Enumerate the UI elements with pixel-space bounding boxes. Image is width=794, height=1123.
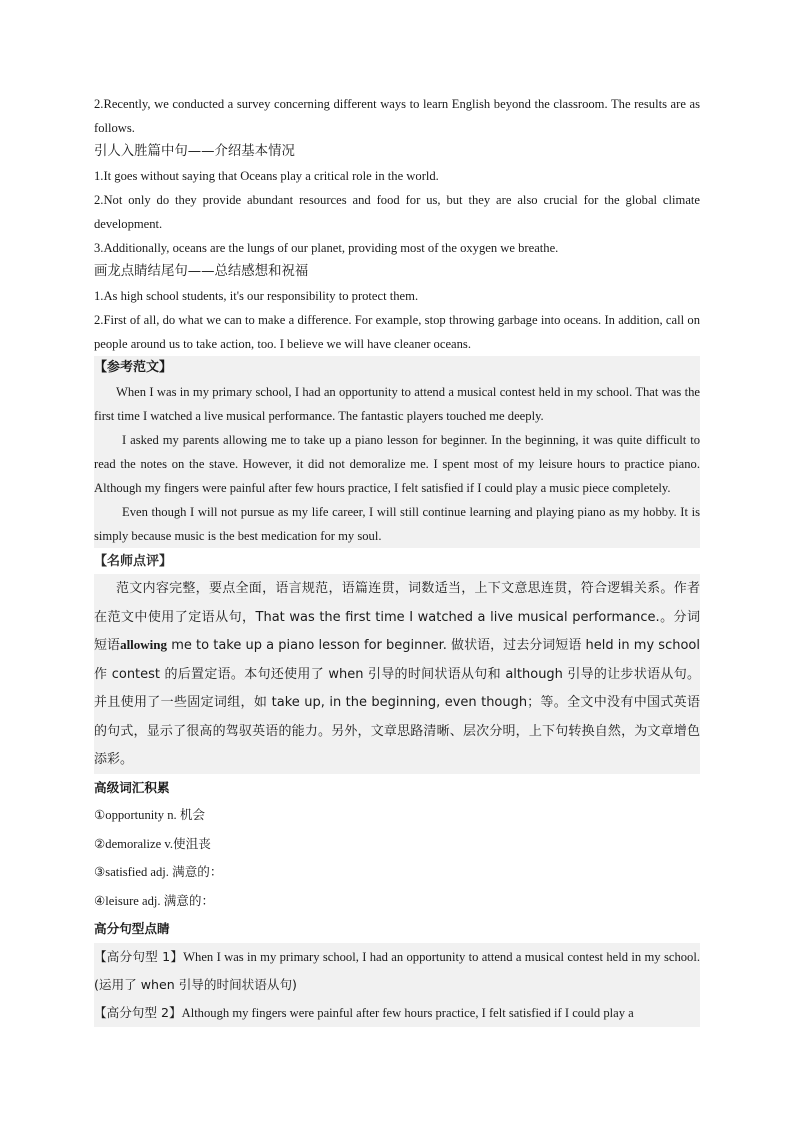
middle-item-3: 3.Additionally, oceans are the lungs of our planet, providing most of the oxygen we breathe. [94,241,559,255]
pattern-2 [94,999,700,1027]
vocab-en-3: ③satisfied adj. [94,865,169,879]
review-paragraph [94,574,700,774]
intro-paragraph: 2.Recently, we conducted a survey concerning different ways to learn English beyond the classroom. The results are as follows. [94,97,700,135]
vocab-cn-4: 满意的： [163,892,215,908]
patterns-heading: 高分句型点睛 [94,921,170,936]
pattern-1-text: When I was in my primary school, I had an opportunity to attend a musical contest held in my school. [183,949,700,964]
review-text-2: me to take up a piano lesson for beginner. 做状语，过去分词短语 held in my school 作 contest 的后置定语。本句还使用了 when 引导的时间状语从句和 although 引导的让步状语从句。并且使用了一些固定词组，如 take up, in the beginning, even though；等。全文中没有中国式英语的句式，显示了很高的驾驭英语的能力。另外，文章思路清晰、层次分明，上下句转换自然，为文章增色添彩。 [94,638,700,767]
vocab-item-1 [94,801,700,830]
vocab-item-2 [94,830,700,859]
ending-heading: 画龙点睛结尾句——总结感想和祝福 [94,264,309,279]
review-block [94,574,700,774]
vocab-en-1: ①opportunity n. [94,808,177,822]
pattern-2-tag: 【高分句型 2】 [94,1004,182,1020]
sample-paragraph-2: I asked my parents allowing me to take up a piano lesson for beginner. In the beginning, it was quite difficult to read the notes on the stave. However, it did not demoralize me. I spent most of my leisure hours to practice piano. Although my fingers were painful after few hours practice, I felt satisfied if I could play a music piece completely. [94,433,700,495]
ending-item-2: 2.First of all, do what we can to make a difference. For example, stop throwing garbage into oceans. In addition, call on people around us to take action, too. I believe we will have cleaner oceans. [94,313,700,351]
pattern-2-text: Although my fingers were painful after few hours practice, I felt satisfied if I could play a [181,1005,634,1020]
sample-paragraph-3: Even though I will not pursue as my life career, I will still continue learning and playing piano as my hobby. It is simply because music is the best medication for my soul. [94,505,700,543]
pattern-1-note: (运用了 when 引导的时间状语从句) [94,976,297,992]
vocab-item-4 [94,887,700,916]
pattern-1 [94,943,700,999]
review-tag: 【名师点评】 [94,554,173,569]
vocab-en-4: ④leisure adj. [94,893,161,908]
review-text-1: 范文内容完整，要点全面，语言规范，语篇连贯，词数适当，上下文意思连贯，符合逻辑关系。作者在范文中使用了定语从句，That was the first time I watched a live musical performance.。分词短语 [94,581,700,653]
middle-heading: 引人入胜篇中句——介绍基本情况 [94,144,295,159]
document-page [94,90,700,1027]
vocab-cn-1: 机会 [179,807,205,822]
sample-tag: 【参考范文】 [94,360,173,375]
middle-item-2: 2.Not only do they provide abundant resources and food for us, but they are also crucial for the global climate development. [94,193,700,231]
review-bold-word: allowing [120,637,168,652]
vocab-en-2: ②demoralize v. [94,836,174,851]
sample-essay-block [94,356,700,548]
patterns-block [94,943,700,1027]
ending-item-1: 1.As high school students, it's our responsibility to protect them. [94,289,419,303]
sample-paragraph-1: When I was in my primary school, I had an opportunity to attend a musical contest held in my school. That was the first time I watched a live musical performance. The fantastic players touched me deeply. [94,385,700,423]
pattern-1-tag: 【高分句型 1】 [94,948,184,964]
vocab-cn-2: 使沮丧 [173,835,211,851]
middle-item-1: 1.It goes without saying that Oceans play a critical role in the world. [94,169,439,183]
vocab-heading: 高级词汇积累 [94,779,170,795]
vocab-item-3 [94,858,700,887]
vocab-cn-3: 满意的： [172,864,223,879]
